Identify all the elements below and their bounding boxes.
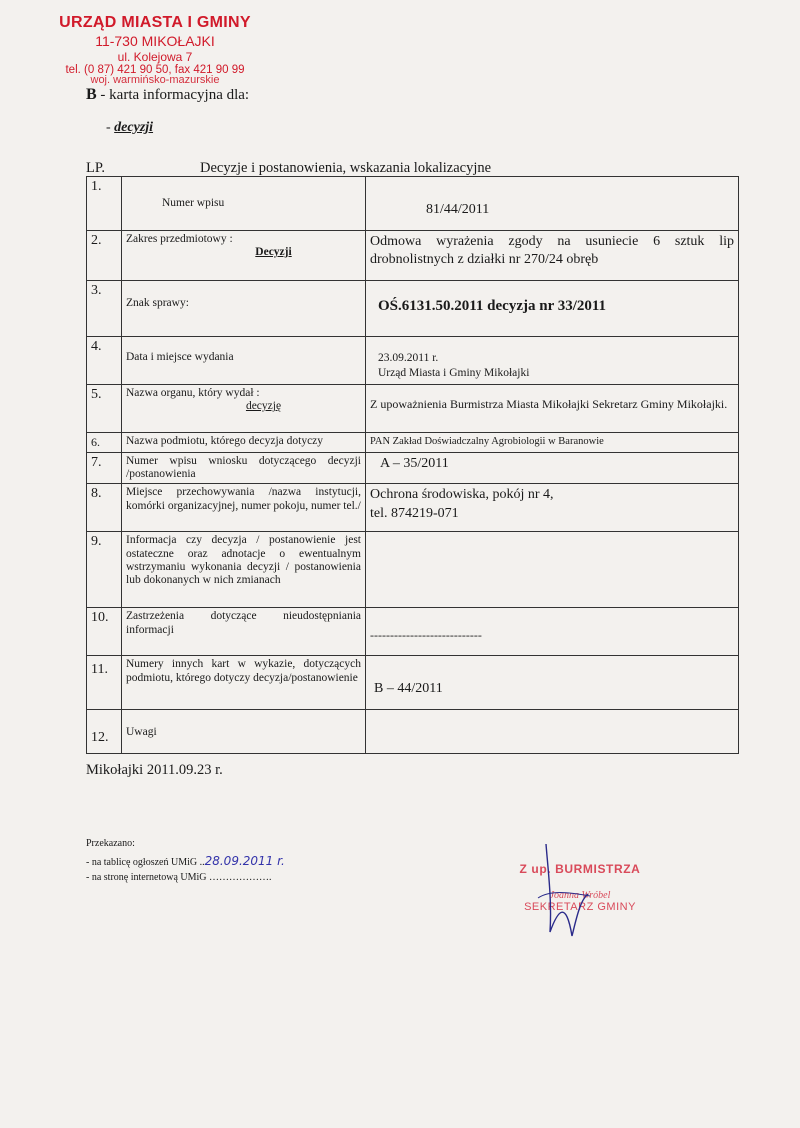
row-number [87, 710, 122, 754]
row-label [122, 385, 366, 433]
subtitle-decyzji: decyzji [114, 120, 154, 135]
row-value [366, 337, 739, 385]
stamp-line-2: 11-730 MIKOŁAJKI [95, 33, 215, 49]
lp-label: LP. [86, 160, 105, 176]
row-label: Nazwa podmiotu, którego decyzja dotyczy [122, 433, 366, 453]
stamp-line-5: woj. warmińsko-mazurskie [90, 74, 220, 86]
row-value [366, 177, 739, 231]
row-number: 4. [87, 337, 122, 385]
value-text: Z upoważnienia Burmistrza Miasta Mikołajki Sekretarz Gminy Mikołajki. [370, 397, 728, 411]
approval-line-2: Joanna Wróbel [549, 890, 611, 901]
table-row [87, 453, 739, 484]
table-row [87, 710, 739, 754]
card-header-text: - karta informacyjna dla: [96, 87, 250, 103]
row-label: Zastrzeżenia dotyczące nieudostępniania informacji [122, 608, 366, 656]
subtitle-prefix: - [106, 120, 115, 135]
row-label: Numery innych kart w wykazie, dotyczących podmiotu, którego dotyczy decyzja/postanowienie [122, 656, 366, 710]
label-text: Numer wpisu [162, 197, 225, 209]
stamp-line-1: URZĄD MIASTA I GMINY [59, 14, 251, 31]
value-subtext: tel. 874219-071 [370, 505, 459, 521]
card-subtitle [106, 120, 153, 136]
row-value [366, 608, 739, 656]
row-value [366, 453, 739, 484]
row-number: 5. [87, 385, 122, 433]
value-text: 81/44/2011 [426, 202, 490, 217]
row-number: 6. [87, 433, 122, 453]
value-text: B – 44/2011 [374, 681, 443, 697]
row-number: 9. [87, 532, 122, 608]
place-date: Mikołajki 2011.09.23 r. [86, 762, 223, 778]
row-number: 7. [87, 453, 122, 484]
value-text: ---------------------------- [370, 628, 482, 643]
table-row [87, 385, 739, 433]
row-number: 2. [87, 231, 122, 281]
table-row [87, 608, 739, 656]
przekazano-label: Przekazano: [86, 838, 135, 849]
table-row [87, 656, 739, 710]
table-title: Decyzje i postanowienia, wskazania lokalizacyjne [200, 160, 492, 176]
row-label [122, 281, 366, 337]
table-row [87, 484, 739, 532]
label-text: Znak sprawy: [126, 297, 189, 309]
row-label: Numer wpisu wniosku dotyczącego decyzji /postanowienia [122, 453, 366, 484]
row-number: 8. [87, 484, 122, 532]
row-number-text: 11. [91, 662, 108, 678]
row-number: 3. [87, 281, 122, 337]
row-value: Odmowa wyrażenia zgody na usuniecie 6 sztuk lip drobnolistnych z działki nr 270/24 obręb [366, 231, 739, 281]
row-number: 1. [87, 177, 122, 231]
table-row [87, 433, 739, 453]
label-text: Nazwa organu, który wydał : [126, 387, 260, 399]
row-number [87, 656, 122, 710]
row-label: Informacja czy decyzja / postanowienie jest ostateczne oraz adnotacje o ewentualnym wstrzymaniu wykonania decyzji / postanowienia lub dokonanych w nich zmianach [122, 532, 366, 608]
stamp-line-4: tel. (0 87) 421 90 50, fax 421 90 99 [65, 64, 245, 76]
table-row [87, 337, 739, 385]
signature-icon [528, 840, 598, 950]
row-value [366, 532, 739, 608]
row-value [366, 281, 739, 337]
value-text: 23.09.2011 r. [378, 352, 439, 364]
row-label [122, 710, 366, 754]
table-row [87, 177, 739, 231]
row-number-text: 12. [91, 730, 109, 746]
office-stamp [40, 14, 270, 86]
value-text: A – 35/2011 [380, 456, 449, 471]
distribution-note [86, 836, 285, 886]
label-subtext: decyzję [245, 400, 282, 413]
card-header [86, 86, 249, 104]
distribution-line-website: - na stronę internetową UMiG ………………. [86, 872, 272, 884]
approval-line-1: Z up. BURMISTRZA [519, 862, 641, 876]
row-label [122, 177, 366, 231]
row-value [366, 484, 739, 532]
decision-table [86, 176, 739, 754]
card-letter: B [86, 86, 97, 103]
row-label: Miejsce przechowywania /nazwa instytucji, komórki organizacyjnej, numer pokoju, numer tel./ [122, 484, 366, 532]
value-subtext: Urząd Miasta i Gminy Mikołajki [378, 366, 530, 379]
label-subtext: Decyzji [255, 246, 292, 259]
label-text: Uwagi [126, 726, 157, 739]
row-value [366, 385, 739, 433]
table-row [87, 532, 739, 608]
approval-line-3: SEKRETARZ GMINY [524, 901, 636, 913]
row-value [366, 710, 739, 754]
row-value: PAN Zakład Doświadczalny Agrobiologii w Baranowie [366, 433, 739, 453]
distribution-line-notice-board [86, 852, 285, 871]
row-value [366, 656, 739, 710]
label-text: Data i miejsce wydania [126, 351, 234, 363]
distribution-line-1-text: - na tablicę ogłoszeń UMiG .. [86, 856, 205, 868]
value-text: Ochrona środowiska, pokój nr 4, [370, 487, 554, 503]
table-row [87, 231, 739, 281]
row-label [122, 337, 366, 385]
row-number: 10. [87, 608, 122, 656]
value-text: OŚ.6131.50.2011 decyzja nr 33/2011 [378, 298, 607, 314]
table-row [87, 281, 739, 337]
stamp-line-3: ul. Kolejowa 7 [117, 50, 193, 64]
handwritten-date: 28.09.2011 r. [204, 853, 285, 868]
label-text: Zakres przedmiotowy : [126, 233, 233, 245]
row-label [122, 231, 366, 281]
